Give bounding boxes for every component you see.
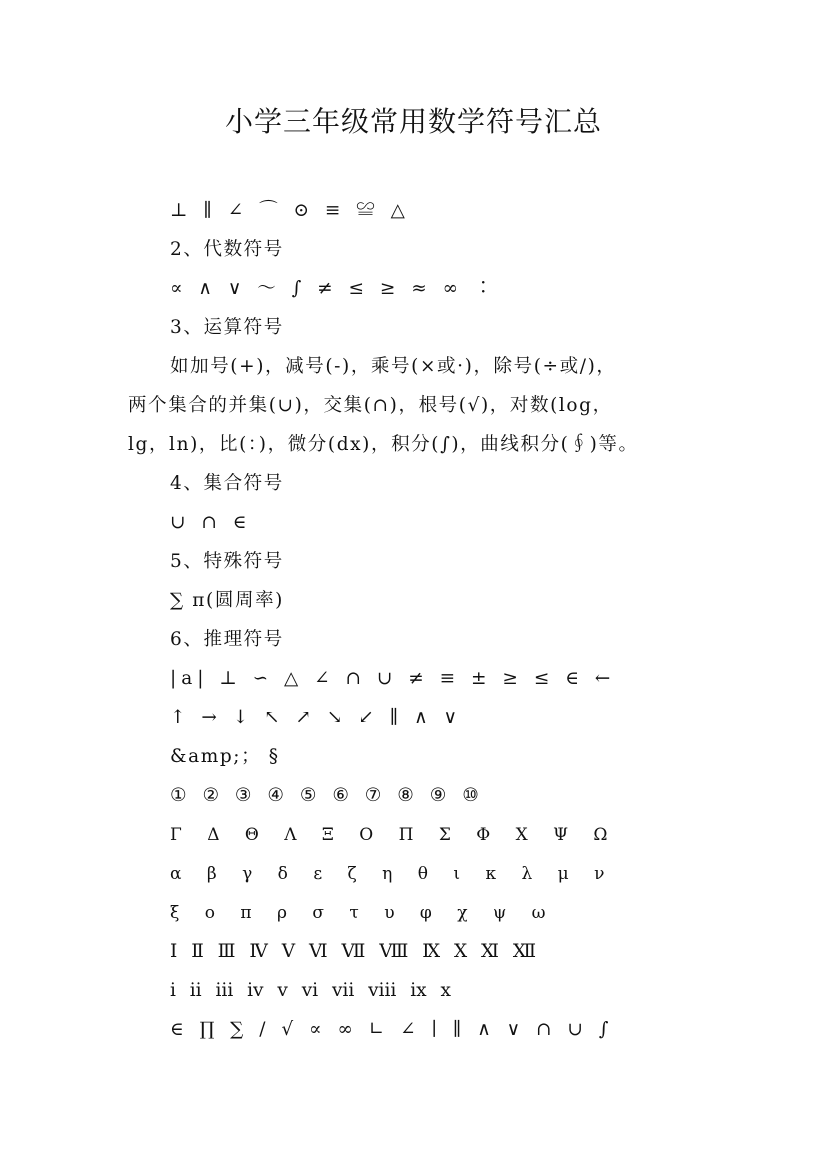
set-symbols-line: ∪ ∩ ∈ [170,512,252,533]
greek-lowercase-line-2: ξ ο π ρ σ τ υ φ χ ψ ω [170,903,556,923]
greek-lowercase-line-1: α β γ δ ε ζ η θ ι κ λ μ ν [170,864,615,884]
geometry-symbols-line: ⊥ ∥ ∠ ⌒ ⊙ ≡ ≌ △ [170,200,410,221]
reasoning-symbols-line-1: |a| ⊥ ∽ △ ∠ ∩ ∪ ≠ ≡ ± ≥ ≤ ∈ ← [170,668,616,689]
greek-uppercase-line: Γ Δ Θ Λ Ξ Ο Π Σ Φ Χ Ψ Ω [170,825,618,845]
roman-lowercase-line: ⅰ ⅱ ⅲ ⅳ ⅴ ⅵ ⅶ ⅷ ⅸ ⅹ [170,980,455,1001]
special-symbols-line: ∑ π(圆周率) [170,590,284,611]
operations-paragraph-line-2: 两个集合的并集(∪)，交集(∩)，根号(√)，对数(log， [128,395,613,416]
circled-numbers-line: ① ② ③ ④ ⑤ ⑥ ⑦ ⑧ ⑨ ⑩ [170,785,484,806]
section-heading-special: 5、特殊符号 [170,551,284,572]
roman-uppercase-line: Ⅰ Ⅱ Ⅲ Ⅳ Ⅴ Ⅵ Ⅶ Ⅷ Ⅸ Ⅹ Ⅺ Ⅻ [170,941,541,962]
section-heading-algebra: 2、代数符号 [170,239,284,260]
misc-symbols-line: &amp;； § [170,746,280,767]
math-symbols-line: ∈ ∏ ∑ ∕ √ ∝ ∞ ∟ ∠ ∣ ∥ ∧ ∨ ∩ ∪ ∫ [170,1019,614,1040]
operations-paragraph-line-3: lg，ln)，比(：)，微分(dx)，积分(∫)，曲线积分(∮)等。 [128,434,639,455]
section-heading-reasoning: 6、推理符号 [170,629,284,650]
section-heading-operations: 3、运算符号 [170,317,284,338]
algebra-symbols-line: ∝ ∧ ∨ ～ ∫ ≠ ≤ ≥ ≈ ∞ ∶ [170,278,498,299]
arrow-symbols-line: ↑ → ↓ ↖ ↗ ↘ ↙ ∥ ∧ ∨ [170,707,463,728]
document-title: 小学三年级常用数学符号汇总 [224,105,602,138]
operations-paragraph-line-1: 如加号(+)，减号(-)，乘号(×或·)，除号(÷或/)， [170,356,617,377]
section-heading-sets: 4、集合符号 [170,473,284,494]
